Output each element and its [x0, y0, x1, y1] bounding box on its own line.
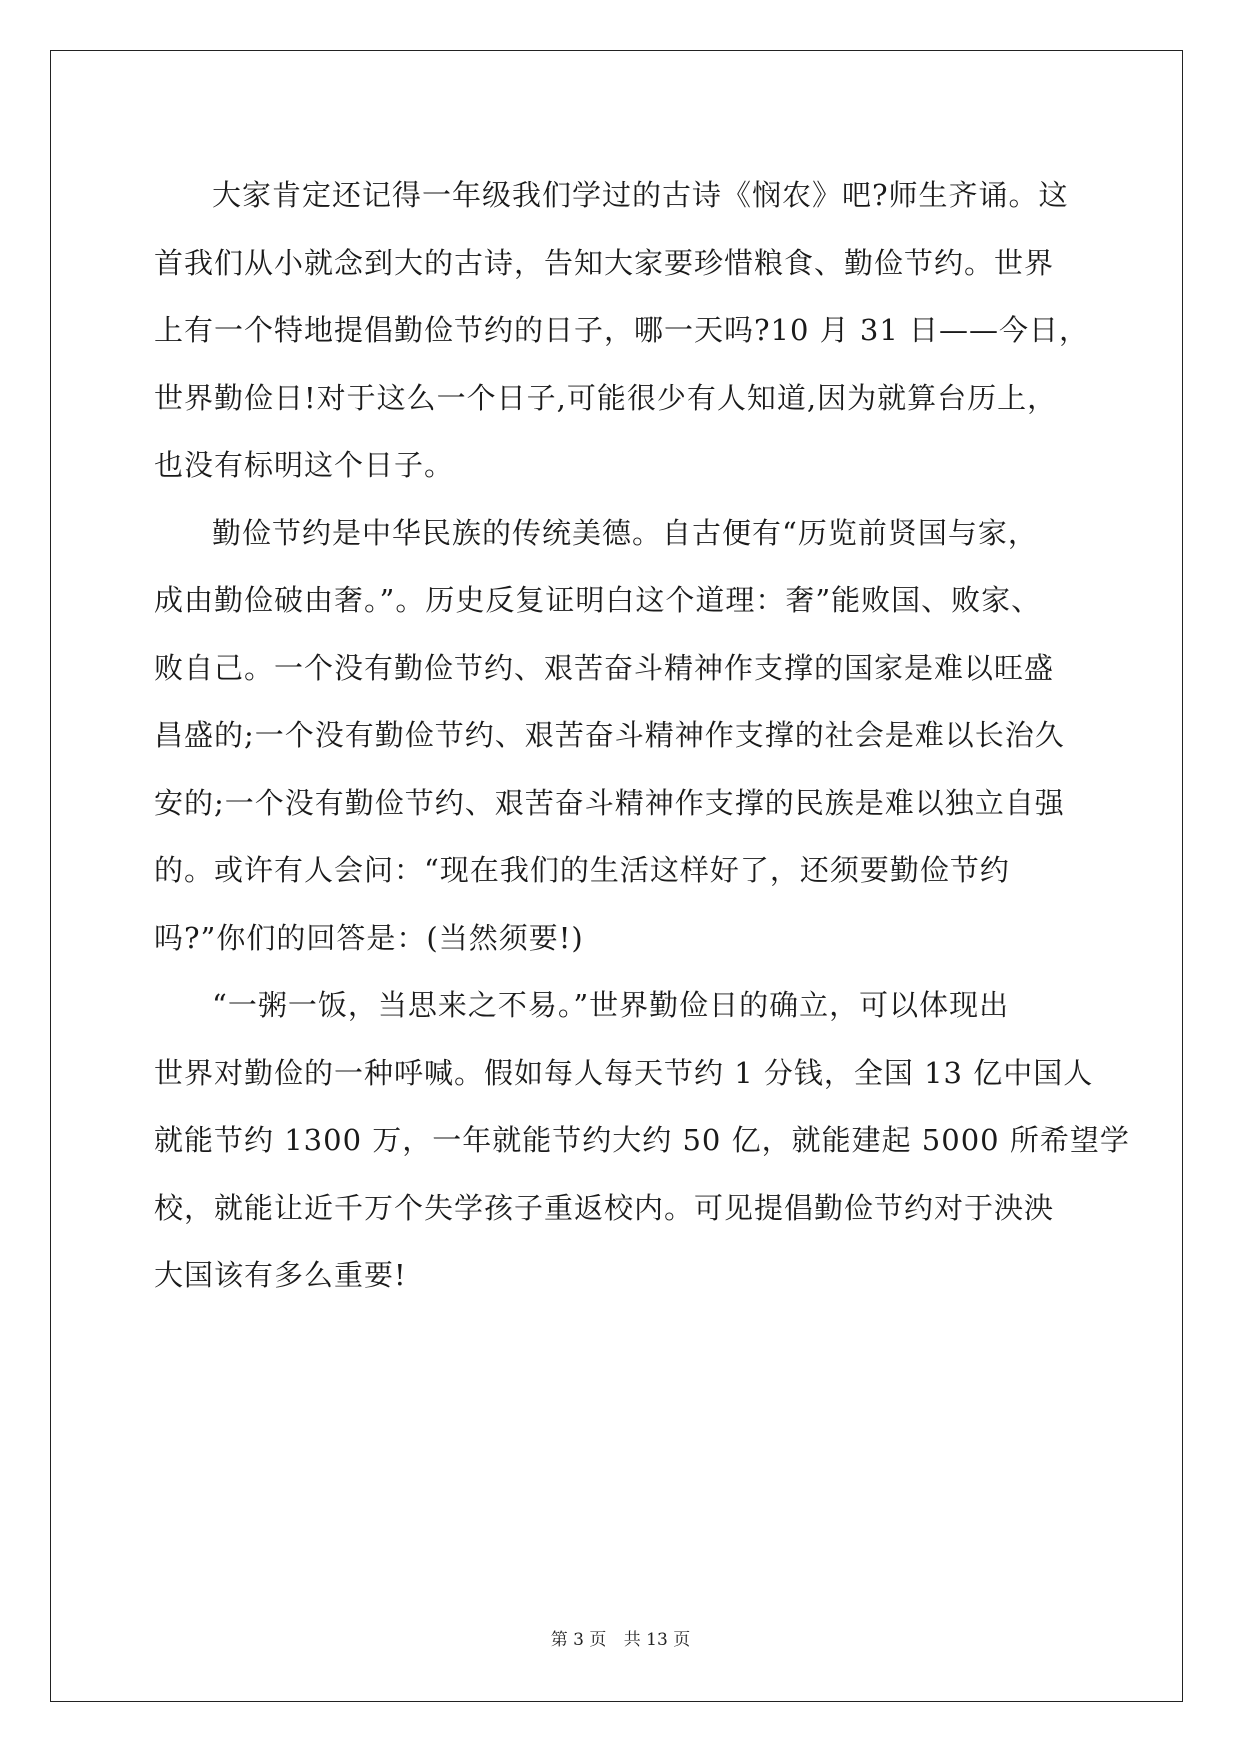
text-line: 勤俭节约是中华民族的传统美德。自古便有“历览前贤国与家， [212, 515, 1038, 550]
text-line: 校，就能让近千万个失学孩子重返校内。可见提倡勤俭节约对于泱泱 [154, 1190, 1055, 1225]
text-line: 就能节约 1300 万，一年就能节约大约 50 亿，就能建起 5000 所希望学 [154, 1123, 1130, 1157]
text-line: 吗?”你们的回答是：(当然须要!) [154, 920, 584, 955]
document-body [154, 162, 1130, 1310]
text-line: 的。或许有人会问：“现在我们的生活这样好了，还须要勤俭节约 [154, 853, 1010, 887]
page-total: 共 13 页 [623, 1630, 691, 1650]
page-number: 第 3 页 [550, 1630, 607, 1650]
paragraph-1 [154, 162, 1119, 500]
text-line: 成由勤俭破由奢。”。历史反复证明白这个道理：奢”能败国、败家、 [154, 583, 1042, 617]
text-line: 安的;一个没有勤俭节约、艰苦奋斗精神作支撑的民族是难以独立自强 [154, 785, 1065, 820]
text-line: 大家肯定还记得一年级我们学过的古诗《悯农》吧?师生齐诵。这 [212, 178, 1069, 212]
text-line: 首我们从小就念到大的古诗，告知大家要珍惜粮食、勤俭节约。世界 [154, 245, 1055, 280]
text-line: 世界勤俭日!对于这么一个日子,可能很少有人知道,因为就算台历上， [154, 380, 1058, 415]
paragraph-2 [154, 500, 1119, 973]
text-line: 也没有标明这个日子。 [154, 448, 455, 482]
text-line: “一粥一饭，当思来之不易。”世界勤俭日的确立，可以体现出 [212, 988, 1010, 1022]
text-line: 昌盛的;一个没有勤俭节约、艰苦奋斗精神作支撑的社会是难以长治久 [154, 718, 1065, 752]
text-line: 败自己。一个没有勤俭节约、艰苦奋斗精神作支撑的国家是难以旺盛 [154, 650, 1055, 685]
text-line: 上有一个特地提倡勤俭节约的日子，哪一天吗?10 月 31 日——今日， [154, 313, 1090, 347]
text-line: 大国该有多么重要! [154, 1258, 407, 1292]
page-footer [0, 1625, 1241, 1650]
paragraph-3 [154, 972, 1130, 1310]
text-line: 世界对勤俭的一种呼喊。假如每人每天节约 1 分钱，全国 13 亿中国人 [154, 1055, 1094, 1090]
